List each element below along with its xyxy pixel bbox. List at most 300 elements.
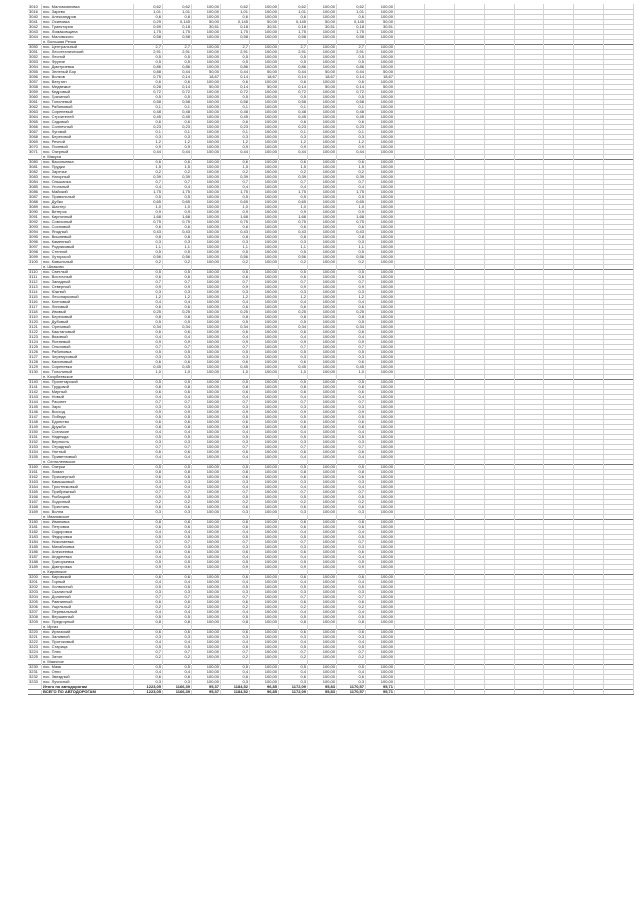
value-cell: 100,00 <box>366 359 395 364</box>
value-cell: 0,3 <box>279 404 308 409</box>
value-cell: 0,5 <box>221 94 250 99</box>
row-code: 3204 <box>28 594 42 599</box>
row-name: пос. Равнинный <box>42 599 134 604</box>
value-cell: 100,00 <box>366 609 395 614</box>
value-cell: 0,6 <box>279 159 308 164</box>
row-name: пос. Огни <box>42 669 134 674</box>
value-cell: 100,00 <box>250 599 279 604</box>
value-cell: 100,00 <box>308 194 337 199</box>
value-cell: 0,3 <box>221 439 250 444</box>
value-cell: 100,00 <box>366 639 395 644</box>
value-cell: 100,00 <box>250 379 279 384</box>
value-cell: 1,2 <box>279 139 308 144</box>
value-cell: 100,00 <box>192 579 221 584</box>
value-cell: 30,51 <box>192 24 221 29</box>
value-cell: 18,67 <box>308 74 337 79</box>
value-cell: 0,5 <box>134 434 163 439</box>
value-cell: 0,6 <box>279 224 308 229</box>
row-name: пос. Черемуховый <box>42 354 134 359</box>
value-cell: 1,0 <box>337 369 366 374</box>
value-cell: 0,4 <box>221 394 250 399</box>
value-cell: 100,00 <box>366 139 395 144</box>
value-cell: 0,9 <box>163 409 192 414</box>
value-cell: 0,4 <box>134 299 163 304</box>
value-cell: 0,2 <box>221 604 250 609</box>
value-cell: 0,5 <box>337 664 366 669</box>
value-cell: 100,00 <box>308 549 337 554</box>
row-name: пос. Петровка <box>42 524 134 529</box>
row-code: 3149 <box>28 424 42 429</box>
value-cell: 0,5 <box>134 269 163 274</box>
row-name: пос. Пролетарский <box>42 379 134 384</box>
value-cell: 100,00 <box>366 564 395 569</box>
value-cell: 100,00 <box>308 59 337 64</box>
value-cell: 100,00 <box>308 449 337 454</box>
value-cell: 100,00 <box>308 589 337 594</box>
row-code: 3222 <box>28 639 42 644</box>
row-code: 3055 <box>28 69 42 74</box>
value-cell: 0,18 <box>279 24 308 29</box>
row-code: 3125 <box>28 344 42 349</box>
value-cell: 100,00 <box>250 629 279 634</box>
value-cell: 100,00 <box>308 354 337 359</box>
row-code: 3097 <box>28 244 42 249</box>
value-cell: 1,2 <box>337 294 366 299</box>
value-cell: 0,75 <box>221 219 250 224</box>
row-name: пос. Рябиновый <box>42 104 134 109</box>
value-cell: 0,25 <box>279 309 308 314</box>
value-cell: 0,3 <box>163 439 192 444</box>
row-code: 3093 <box>28 224 42 229</box>
value-cell: 0,5 <box>163 584 192 589</box>
value-cell: 0,1 <box>337 129 366 134</box>
value-cell: 100,00 <box>192 644 221 649</box>
value-cell: 0,8 <box>134 234 163 239</box>
value-cell: 100,00 <box>250 14 279 19</box>
value-cell: 100,00 <box>308 434 337 439</box>
value-cell: 0,8 <box>221 384 250 389</box>
value-cell: 100,00 <box>308 499 337 504</box>
value-cell: 0,3 <box>163 589 192 594</box>
value-cell: 100,00 <box>192 419 221 424</box>
row-name: пос. Сидоровка <box>42 529 134 534</box>
row-code: 3153 <box>28 444 42 449</box>
value-cell: 100,00 <box>366 249 395 254</box>
value-cell: 100,00 <box>308 239 337 244</box>
value-cell: 0,3 <box>279 439 308 444</box>
value-cell: 100,00 <box>308 594 337 599</box>
value-cell: 0,3 <box>163 679 192 684</box>
value-cell: 0,4 <box>221 429 250 434</box>
value-cell: 100,00 <box>192 134 221 139</box>
value-cell: 2,7 <box>134 44 163 49</box>
value-cell: 0,9 <box>221 144 250 149</box>
value-cell: 0,6 <box>337 599 366 604</box>
row-code: 3050 <box>28 44 42 49</box>
value-cell: 100,00 <box>192 559 221 564</box>
value-cell: 0,6 <box>134 389 163 394</box>
value-cell: 0,5 <box>279 249 308 254</box>
value-cell: 100,00 <box>250 509 279 514</box>
value-cell: 0,9 <box>337 409 366 414</box>
row-code: 3223 <box>28 644 42 649</box>
value-cell: 0,5 <box>279 94 308 99</box>
value-cell: 0,5 <box>337 494 366 499</box>
row-name: пос. Лиман <box>42 469 134 474</box>
value-cell: 0,5 <box>221 269 250 274</box>
value-cell: 95,71 <box>366 684 395 689</box>
value-cell: 0,7 <box>279 649 308 654</box>
row-name: пос. Озерки <box>42 464 134 469</box>
value-cell: 100,00 <box>366 594 395 599</box>
value-cell: 100,00 <box>192 379 221 384</box>
value-cell: 100,00 <box>366 409 395 414</box>
value-cell: 0,3 <box>134 239 163 244</box>
row-name: пос. Угольный <box>42 184 134 189</box>
row-name: п. Ивановское <box>42 514 134 519</box>
value-cell: 100,00 <box>250 114 279 119</box>
row-code: 3099 <box>28 254 42 259</box>
value-cell: 0,6 <box>337 574 366 579</box>
value-cell: 100,00 <box>366 384 395 389</box>
value-cell: 0,45 <box>163 364 192 369</box>
value-cell: 0,3 <box>221 509 250 514</box>
value-cell: 1,2 <box>163 294 192 299</box>
row-code: 3056 <box>28 74 42 79</box>
value-cell: 0,5 <box>163 349 192 354</box>
row-name: пос. Нагорный <box>42 174 134 179</box>
value-cell: 100,00 <box>308 404 337 409</box>
value-cell: 0,5 <box>279 464 308 469</box>
value-cell: 100,00 <box>192 509 221 514</box>
row-code: 3115 <box>28 294 42 299</box>
row-code: 3129 <box>28 364 42 369</box>
row-code: 3117 <box>28 304 42 309</box>
value-cell: 0,14 <box>163 74 192 79</box>
value-cell: 100,00 <box>250 64 279 69</box>
value-cell: 100,00 <box>250 589 279 594</box>
value-cell: 0,8 <box>134 314 163 319</box>
row-code: 3083 <box>28 174 42 179</box>
value-cell: 0,23 <box>279 124 308 129</box>
value-cell: 0,5 <box>134 464 163 469</box>
value-cell: 100,00 <box>192 309 221 314</box>
value-cell: 100,00 <box>250 229 279 234</box>
value-cell: 0,75 <box>134 74 163 79</box>
value-cell: 0,9 <box>337 339 366 344</box>
value-cell: 100,00 <box>308 204 337 209</box>
row-code: 3062 <box>28 104 42 109</box>
value-cell: 0,58 <box>134 99 163 104</box>
row-name: пос. Надежда <box>42 434 134 439</box>
row-name: пос. Степной <box>42 249 134 254</box>
value-cell: 100,00 <box>366 444 395 449</box>
value-cell: 0,3 <box>134 134 163 139</box>
value-cell: 100,00 <box>192 354 221 359</box>
value-cell: 100,00 <box>308 89 337 94</box>
value-cell: 0,3 <box>221 544 250 549</box>
value-cell: 0,6 <box>221 419 250 424</box>
value-cell: 100,00 <box>308 124 337 129</box>
value-cell: 0,7 <box>221 649 250 654</box>
value-cell: 0,5 <box>134 414 163 419</box>
value-cell: 0,5 <box>221 644 250 649</box>
row-code: 3141 <box>28 384 42 389</box>
value-cell: 100,00 <box>366 14 395 19</box>
value-cell: 0,6 <box>279 674 308 679</box>
value-cell: 0,18 <box>163 24 192 29</box>
value-cell: 100,00 <box>250 409 279 414</box>
value-cell: 100,00 <box>250 309 279 314</box>
row-name: пос. Лесопарковый <box>42 294 134 299</box>
value-cell: 1170,57 <box>337 689 366 694</box>
value-cell: 100,00 <box>366 204 395 209</box>
value-cell: 100,00 <box>192 279 221 284</box>
value-cell: 100,00 <box>366 344 395 349</box>
value-cell: 100,00 <box>308 169 337 174</box>
value-cell: 0,25 <box>163 309 192 314</box>
value-cell: 100,00 <box>366 619 395 624</box>
value-cell: 0,4 <box>337 554 366 559</box>
value-cell: 0,5 <box>337 54 366 59</box>
value-cell: 100,00 <box>250 179 279 184</box>
value-cell: 0,5 <box>134 559 163 564</box>
value-cell: 0,6 <box>134 304 163 309</box>
value-cell: 0,5 <box>163 664 192 669</box>
value-cell: 100,00 <box>366 649 395 654</box>
value-cell: 0,4 <box>279 299 308 304</box>
value-cell: 0,88 <box>134 69 163 74</box>
value-cell: 100,00 <box>192 359 221 364</box>
empty-cell <box>544 689 574 694</box>
value-cell: 0,5 <box>337 464 366 469</box>
value-cell: 50,00 <box>250 84 279 89</box>
value-cell: 0,9 <box>221 209 250 214</box>
value-cell: 1,1 <box>221 244 250 249</box>
value-cell: 100,00 <box>366 339 395 344</box>
value-cell: 0,5 <box>279 559 308 564</box>
row-code: 3180 <box>28 519 42 524</box>
value-cell: 1,5 <box>279 164 308 169</box>
value-cell: 0,4 <box>163 609 192 614</box>
value-cell: 100,00 <box>250 4 279 9</box>
value-cell: 0,4 <box>221 669 250 674</box>
value-cell: 0,23 <box>337 124 366 129</box>
row-code: 3085 <box>28 184 42 189</box>
row-code: 3151 <box>28 434 42 439</box>
value-cell: 100,00 <box>250 259 279 264</box>
value-cell: 0,5 <box>279 319 308 324</box>
value-cell: 0,45 <box>337 364 366 369</box>
row-name: пос. Ломаковщина <box>42 29 134 34</box>
row-code: 3070 <box>28 144 42 149</box>
value-cell: 100,00 <box>308 394 337 399</box>
value-cell: 30,51 <box>366 24 395 29</box>
value-cell: 100,00 <box>308 319 337 324</box>
value-cell: 100,00 <box>192 9 221 14</box>
value-cell: 100,00 <box>366 544 395 549</box>
value-cell: 0,7 <box>337 279 366 284</box>
row-name: пос. Долинный <box>42 594 134 599</box>
value-cell: 100,00 <box>250 219 279 224</box>
value-cell: 0,6 <box>337 14 366 19</box>
value-cell: 100,00 <box>250 654 279 659</box>
value-cell: 100,00 <box>366 59 395 64</box>
row-code: 3154 <box>28 449 42 454</box>
value-cell: 0,3 <box>163 544 192 549</box>
value-cell: 100,00 <box>308 314 337 319</box>
value-cell: 100,00 <box>250 169 279 174</box>
row-name: пос. Заливной <box>42 634 134 639</box>
value-cell: 100,00 <box>192 364 221 369</box>
value-cell: 0,5 <box>279 644 308 649</box>
value-cell: 0,7 <box>163 399 192 404</box>
value-cell: 100,00 <box>250 644 279 649</box>
value-cell: 100,00 <box>308 79 337 84</box>
row-name: пос. Тростниковый <box>42 484 134 489</box>
value-cell: 0,7 <box>279 399 308 404</box>
value-cell: 100,00 <box>250 109 279 114</box>
value-cell: 0,34 <box>279 324 308 329</box>
value-cell: 100,00 <box>366 9 395 14</box>
value-cell: 0,62 <box>221 4 250 9</box>
value-cell: 100,00 <box>192 99 221 104</box>
value-cell: 100,00 <box>366 194 395 199</box>
value-cell: 0,23 <box>163 124 192 129</box>
value-cell: 1,75 <box>163 189 192 194</box>
value-cell: 100,00 <box>250 664 279 669</box>
value-cell: 0,7 <box>337 179 366 184</box>
value-cell: 0,4 <box>279 609 308 614</box>
value-cell: 100,00 <box>192 169 221 174</box>
value-cell: 0,7 <box>337 649 366 654</box>
row-code: 3088 <box>28 199 42 204</box>
row-name: пос. Совхозный <box>42 219 134 224</box>
value-cell: 0,3 <box>163 509 192 514</box>
value-cell: 0,3 <box>337 239 366 244</box>
value-cell: 0,5 <box>279 534 308 539</box>
value-cell: 0,8 <box>221 314 250 319</box>
row-name: пос. Пристань <box>42 504 134 509</box>
value-cell: 0,5 <box>221 379 250 384</box>
value-cell: 50,00 <box>192 19 221 24</box>
value-cell: 100,00 <box>308 149 337 154</box>
value-cell: 0,1 <box>279 104 308 109</box>
value-cell: 100,00 <box>250 269 279 274</box>
row-code: 3142 <box>28 389 42 394</box>
value-cell: 0,5 <box>337 414 366 419</box>
value-cell: 30,51 <box>308 24 337 29</box>
value-cell: 100,00 <box>192 234 221 239</box>
value-cell: 100,00 <box>250 609 279 614</box>
value-cell: 0,4 <box>337 639 366 644</box>
value-cell: 0,8 <box>279 519 308 524</box>
value-cell: 100,00 <box>308 44 337 49</box>
row-code: 3098 <box>28 249 42 254</box>
value-cell: 0,6 <box>134 629 163 634</box>
value-cell: 0,5 <box>163 319 192 324</box>
row-name: пос. Кедровый <box>42 89 134 94</box>
value-cell: 100,00 <box>250 59 279 64</box>
value-cell: 100,00 <box>308 234 337 239</box>
value-cell: 0,2 <box>279 604 308 609</box>
value-cell: 0,4 <box>134 554 163 559</box>
row-name: пос. Верность <box>42 439 134 444</box>
value-cell: 0,5 <box>337 534 366 539</box>
value-cell: 2,7 <box>279 44 308 49</box>
value-cell: 0,58 <box>134 34 163 39</box>
row-name: пос. Алексеевка <box>42 549 134 554</box>
row-code: 3068 <box>28 134 42 139</box>
value-cell: 1,0 <box>337 204 366 209</box>
value-cell: 100,00 <box>192 479 221 484</box>
value-cell: 0,4 <box>134 454 163 459</box>
row-name: пос. Плес <box>42 649 134 654</box>
row-name: пос. Скалистый <box>42 589 134 594</box>
value-cell: 0,4 <box>221 184 250 189</box>
value-cell: 100,00 <box>250 619 279 624</box>
row-code: 3060 <box>28 94 42 99</box>
value-cell: 0,43 <box>221 229 250 234</box>
value-cell: 0,2 <box>163 604 192 609</box>
value-cell: 0,7 <box>163 279 192 284</box>
row-code: 3220 <box>28 629 42 634</box>
value-cell: 0,4 <box>163 554 192 559</box>
value-cell: 100,00 <box>192 489 221 494</box>
value-cell: 0,3 <box>279 634 308 639</box>
value-cell: 0,6 <box>134 574 163 579</box>
value-cell: 100,00 <box>250 79 279 84</box>
value-cell: 100,00 <box>192 79 221 84</box>
value-cell: 2,7 <box>221 44 250 49</box>
value-cell: 100,00 <box>308 479 337 484</box>
value-cell: 0,3 <box>221 634 250 639</box>
value-cell: 100,00 <box>308 279 337 284</box>
value-cell: 0,5 <box>279 59 308 64</box>
value-cell: 0,2 <box>337 169 366 174</box>
value-cell: 100,00 <box>366 169 395 174</box>
value-cell: 100,00 <box>308 464 337 469</box>
value-cell: 0,6 <box>337 304 366 309</box>
value-cell: 100,00 <box>366 34 395 39</box>
value-cell: 100,00 <box>250 134 279 139</box>
value-cell: 100,00 <box>366 524 395 529</box>
row-code: 3182 <box>28 529 42 534</box>
empty-cell <box>425 689 455 694</box>
value-cell: 0,6 <box>163 599 192 604</box>
row-name: пос. Григорьевка <box>42 559 134 564</box>
value-cell: 0,3 <box>134 544 163 549</box>
row-name: пос. Вязовый <box>42 334 134 339</box>
value-cell: 1,0 <box>163 369 192 374</box>
value-cell: 0,9 <box>221 409 250 414</box>
value-cell: 0,3 <box>279 239 308 244</box>
value-cell: 100,00 <box>192 404 221 409</box>
value-cell: 0,7 <box>134 594 163 599</box>
value-cell: 0,2 <box>134 654 163 659</box>
value-cell: 0,44 <box>134 149 163 154</box>
row-code: 3128 <box>28 359 42 364</box>
value-cell: 0,4 <box>279 554 308 559</box>
empty-cell <box>485 689 515 694</box>
value-cell: 100,00 <box>366 679 395 684</box>
value-cell: 30,51 <box>250 24 279 29</box>
value-cell: 0,9 <box>279 564 308 569</box>
value-cell: 0,5 <box>221 584 250 589</box>
empty-cell <box>574 689 604 694</box>
row-name: пос. Перевальный <box>42 609 134 614</box>
value-cell: 0,5 <box>163 414 192 419</box>
